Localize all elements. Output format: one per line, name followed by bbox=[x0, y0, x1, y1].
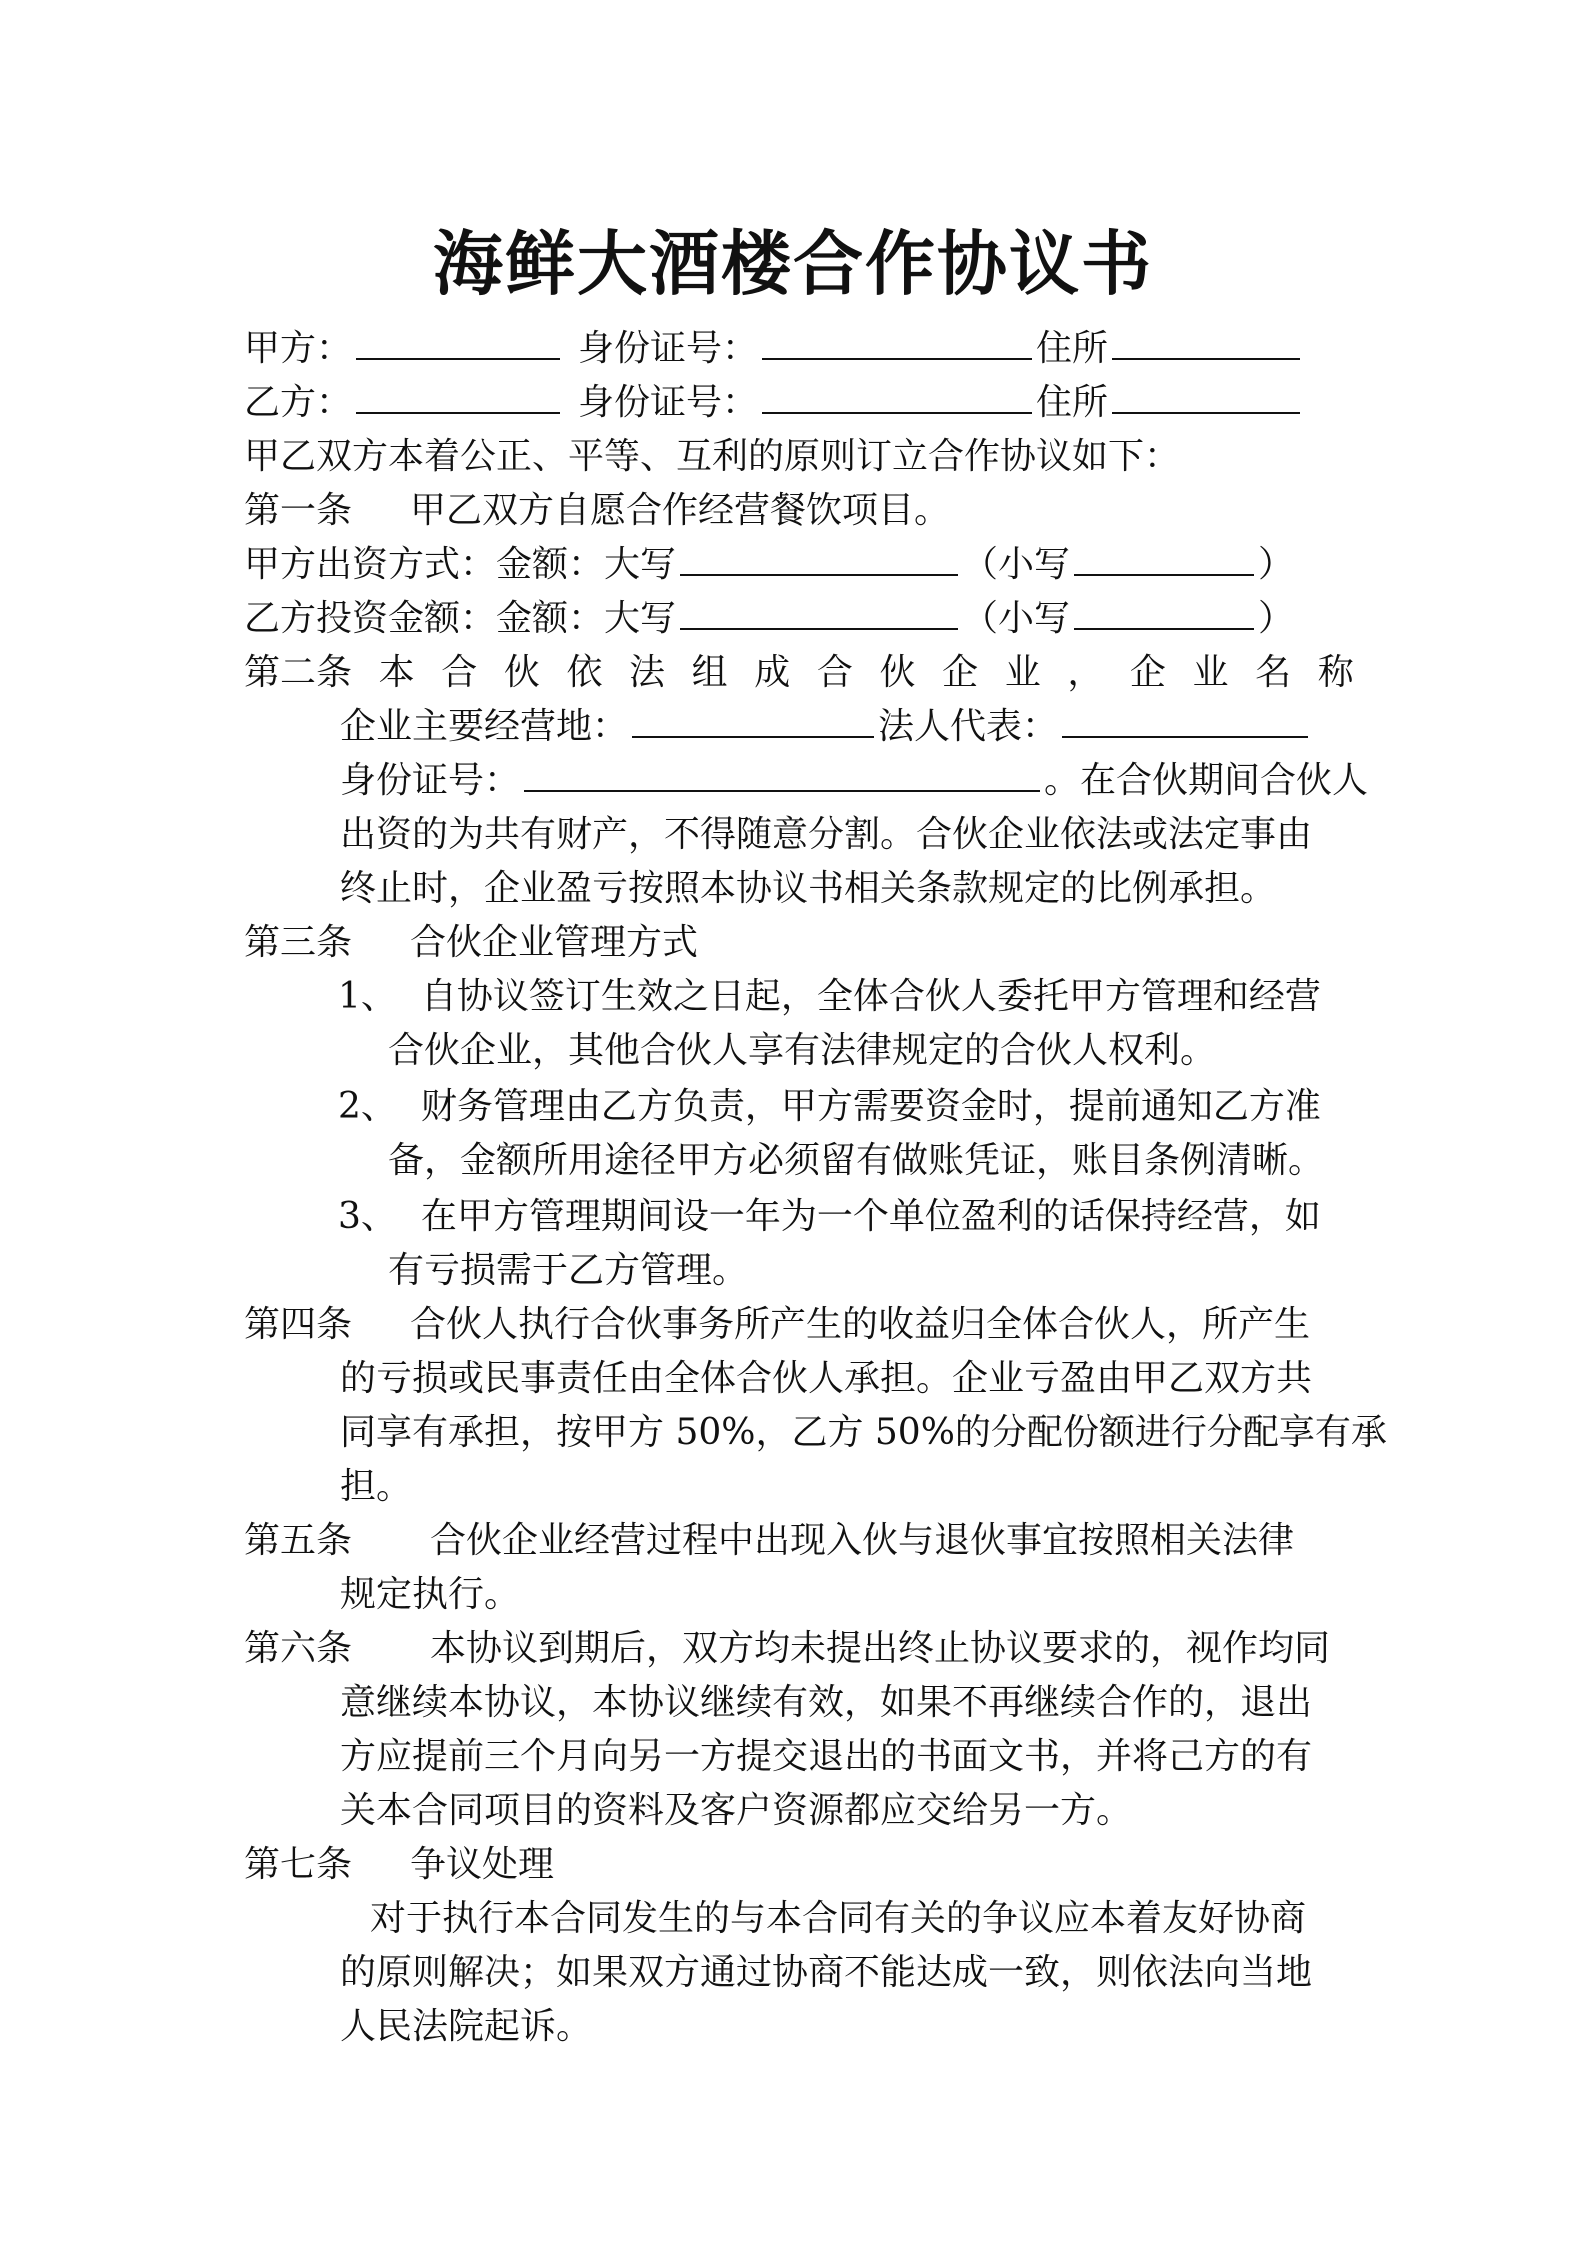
invest-a-upper-blank[interactable] bbox=[680, 538, 958, 576]
article-2-char: 名 bbox=[1255, 652, 1292, 693]
legal-rep-id-blank[interactable] bbox=[524, 754, 1040, 792]
invest-b-lower-label: （小写 bbox=[962, 598, 1071, 639]
article-3-number: 第三条 bbox=[244, 922, 353, 963]
party-a-addr-label: 住所 bbox=[1036, 328, 1109, 369]
article-1 bbox=[244, 484, 1354, 538]
party-b-addr-blank[interactable] bbox=[1112, 376, 1300, 414]
article-6-line-2: 意继续本协议，本协议继续有效，如果不再继续合作的，退出 bbox=[340, 1682, 1313, 1723]
article-2-char: 组 bbox=[691, 652, 728, 693]
party-b-id-label: 身份证号： bbox=[578, 382, 759, 423]
article-2-char: 依 bbox=[566, 652, 603, 693]
article-5-text-1: 合伙企业经营过程中出现入伙与退伙事宜按照相关法律 bbox=[430, 1520, 1295, 1561]
party-b-addr-label: 住所 bbox=[1036, 382, 1109, 423]
article-2-char: 合 bbox=[816, 652, 853, 693]
party-b-name-blank[interactable] bbox=[356, 376, 560, 414]
article-7-line-3: 人民法院起诉。 bbox=[340, 2006, 593, 2047]
invest-a-lower-label: （小写 bbox=[962, 544, 1071, 585]
invest-a-close: ） bbox=[1258, 544, 1295, 585]
article-4-text-1: 合伙人执行合伙事务所产生的收益归全体合伙人，所产生 bbox=[410, 1304, 1311, 1345]
article-2-char: 伙 bbox=[879, 652, 916, 693]
article-1-text: 甲乙双方自愿合作经营餐饮项目。 bbox=[410, 490, 951, 531]
article-2-line-2 bbox=[340, 700, 1354, 754]
article-3-item-2 bbox=[338, 1080, 1354, 1134]
article-2-justified bbox=[244, 646, 1354, 700]
article-2-line-5: 终止时，企业盈亏按照本协议书相关条款规定的比例承担。 bbox=[340, 868, 1277, 909]
invest-b-upper-blank[interactable] bbox=[680, 592, 958, 630]
article-5-line-1 bbox=[244, 1514, 1354, 1568]
article-2-line-1 bbox=[244, 646, 1354, 700]
invest-b-lower-blank[interactable] bbox=[1074, 592, 1254, 630]
invest-b-close: ） bbox=[1258, 598, 1295, 639]
legal-rep-blank[interactable] bbox=[1062, 700, 1308, 738]
intro-text: 甲乙双方本着公正、平等、互利的原则订立合作协议如下： bbox=[244, 436, 1181, 477]
legal-rep-label: 法人代表： bbox=[878, 706, 1059, 747]
article-7-number: 第七条 bbox=[244, 1844, 353, 1885]
invest-b-line bbox=[244, 592, 1354, 646]
article-2-char: 合 bbox=[441, 652, 478, 693]
article-4-number: 第四条 bbox=[244, 1304, 353, 1345]
article-3-heading bbox=[244, 916, 1354, 970]
article-1-number: 第一条 bbox=[244, 490, 353, 531]
article-2-number: 第二条 bbox=[244, 652, 353, 693]
item-2-line-1: 财务管理由乙方负责，甲方需要资金时，提前通知乙方准 bbox=[420, 1086, 1321, 1127]
business-location-blank[interactable] bbox=[632, 700, 874, 738]
item-3-number: 3、 bbox=[338, 1196, 397, 1237]
invest-a-label: 甲方出资方式：金额：大写 bbox=[244, 544, 677, 585]
article-4-line-3: 同享有承担，按甲方 50%，乙方 50%的分配份额进行分配享有承 bbox=[340, 1412, 1387, 1453]
legal-rep-id-label: 身份证号： bbox=[340, 760, 521, 801]
party-a-id-label: 身份证号： bbox=[578, 328, 759, 369]
party-b-line bbox=[244, 376, 1354, 430]
article-2-char: 法 bbox=[629, 652, 666, 693]
article-2-char: 企 bbox=[1129, 652, 1166, 693]
party-a-name-blank[interactable] bbox=[356, 322, 560, 360]
article-2-char: 伙 bbox=[503, 652, 540, 693]
item-3-line-1: 在甲方管理期间设一年为一个单位盈利的话保持经营，如 bbox=[420, 1196, 1321, 1237]
article-2-char: 企 bbox=[942, 652, 979, 693]
article-7-title: 争议处理 bbox=[410, 1844, 555, 1885]
invest-b-label: 乙方投资金额：金额：大写 bbox=[244, 598, 677, 639]
item-1-number: 1、 bbox=[338, 976, 397, 1017]
article-3-item-1 bbox=[338, 970, 1354, 1024]
business-location-label: 企业主要经营地： bbox=[340, 706, 629, 747]
article-6-line-4: 关本合同项目的资料及客户资源都应交给另一方。 bbox=[340, 1790, 1133, 1831]
party-a-label: 甲方： bbox=[244, 328, 353, 369]
article-2-line-4: 出资的为共有财产，不得随意分割。合伙企业依法或法定事由 bbox=[340, 814, 1313, 855]
article-3-item-3 bbox=[338, 1190, 1354, 1244]
item-1-line-2: 合伙企业，其他合伙人享有法律规定的合伙人权利。 bbox=[388, 1030, 1217, 1071]
item-3-line-2: 有亏损需于乙方管理。 bbox=[388, 1250, 749, 1291]
item-2-line-2: 备，金额所用途径甲方必须留有做账凭证，账目条例清晰。 bbox=[388, 1140, 1325, 1181]
invest-a-lower-blank[interactable] bbox=[1074, 538, 1254, 576]
article-2-char: 业 bbox=[1004, 652, 1041, 693]
article-5-number: 第五条 bbox=[244, 1520, 353, 1561]
article-6-number: 第六条 bbox=[244, 1628, 353, 1669]
article-4-line-2: 的亏损或民事责任由全体合伙人承担。企业亏盈由甲乙双方共 bbox=[340, 1358, 1313, 1399]
party-a-line bbox=[244, 322, 1354, 376]
article-2-line-3 bbox=[340, 754, 1369, 808]
document-title: 海鲜大酒楼合作协议书 bbox=[433, 222, 1153, 305]
article-2-char: ， bbox=[1067, 652, 1104, 693]
article-7-heading bbox=[244, 1838, 1354, 1892]
invest-a-line bbox=[244, 538, 1354, 592]
article-6-text-1: 本协议到期后，双方均未提出终止协议要求的，视作均同 bbox=[430, 1628, 1331, 1669]
article-5-line-2: 规定执行。 bbox=[340, 1574, 521, 1615]
party-a-id-blank[interactable] bbox=[762, 322, 1032, 360]
article-7-line-2: 的原则解决；如果双方通过协商不能达成一致，则依法向当地 bbox=[340, 1952, 1313, 1993]
article-6-line-3: 方应提前三个月向另一方提交退出的书面文书，并将己方的有 bbox=[340, 1736, 1313, 1777]
article-2-char: 称 bbox=[1317, 652, 1354, 693]
article-6-line-1 bbox=[244, 1622, 1354, 1676]
article-7-line-1: 对于执行本合同发生的与本合同有关的争议应本着友好协商 bbox=[370, 1898, 1307, 1939]
article-3-title: 合伙企业管理方式 bbox=[410, 922, 699, 963]
article-2-char: 成 bbox=[754, 652, 791, 693]
item-2-number: 2、 bbox=[338, 1086, 397, 1127]
party-b-id-blank[interactable] bbox=[762, 376, 1032, 414]
party-b-label: 乙方： bbox=[244, 382, 353, 423]
article-2-char: 本 bbox=[378, 652, 415, 693]
party-a-addr-blank[interactable] bbox=[1112, 322, 1300, 360]
item-1-line-1: 自协议签订生效之日起，全体合伙人委托甲方管理和经营 bbox=[420, 976, 1321, 1017]
article-4-line-4: 担。 bbox=[340, 1466, 413, 1507]
article-2-text-a: 。在合伙期间合伙人 bbox=[1044, 760, 1369, 801]
article-2-char: 业 bbox=[1192, 652, 1229, 693]
article-4-line-1 bbox=[244, 1298, 1354, 1352]
